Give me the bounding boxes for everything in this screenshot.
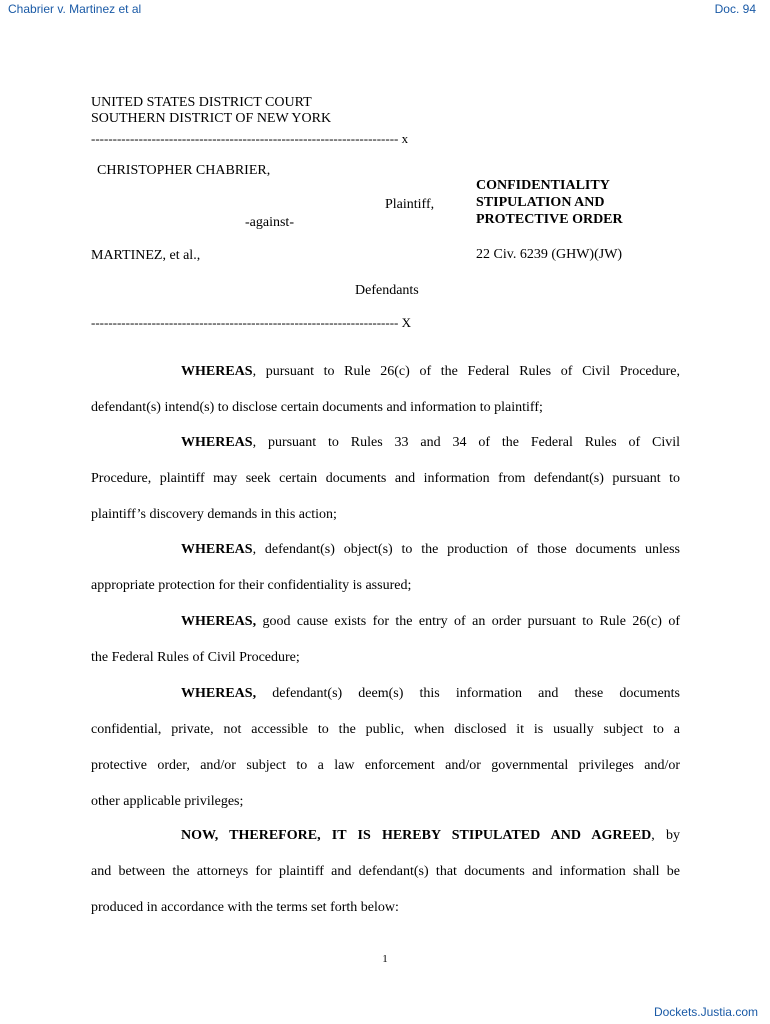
paragraph-line: produced in accordance with the terms set forth below:: [91, 900, 399, 915]
docket-number: 22 Civ. 6239 (GHW)(JW): [476, 247, 623, 262]
paragraph-line: Procedure, plaintiff may seek certain documents and information from defendant(s) pursuant to: [91, 471, 680, 486]
paragraph-line: and between the attorneys for plaintiff and defendant(s) that documents and information shall be: [91, 864, 680, 879]
plaintiff-name: CHRISTOPHER CHABRIER,: [97, 163, 271, 178]
paragraph-text: , defendant(s) object(s) to the production of those documents unless: [252, 542, 680, 557]
paragraph-text: , pursuant to Rules 33 and 34 of the Federal Rules of Civil: [252, 435, 680, 450]
court-name: [91, 95, 331, 127]
defendant-role: Defendants: [355, 283, 419, 298]
whereas-paragraph-1: [91, 354, 680, 426]
paragraph-lead: WHEREAS,: [181, 686, 257, 701]
caption-separator-bottom: ----------------------------------------------------------------------- X: [91, 315, 412, 330]
case-title-link[interactable]: Chabrier v. Martinez et al: [8, 2, 142, 16]
court-line-2: SOUTHERN DISTRICT OF NEW YORK: [91, 111, 332, 126]
paragraph-line: confidential, private, not accessible to the public, when disclosed it is usually subject to a: [91, 722, 680, 737]
paragraph-lead: WHEREAS: [181, 542, 253, 557]
document-number-link[interactable]: Doc. 94: [714, 2, 756, 16]
plaintiff-role: Plaintiff,: [385, 197, 435, 212]
page-number: 1: [382, 953, 388, 965]
paragraph-line: [91, 818, 680, 854]
paragraph-line: [91, 354, 680, 390]
paragraph-line: appropriate protection for their confidentiality is assured;: [91, 578, 412, 593]
paragraph-lead: NOW, THEREFORE, IT IS HEREBY STIPULATED AND AGREED: [181, 828, 652, 843]
title-line-3: PROTECTIVE ORDER: [476, 212, 623, 227]
caption-separator-top: ----------------------------------------------------------------------- x: [91, 131, 409, 146]
justia-source-link[interactable]: Dockets.Justia.com: [653, 1005, 758, 1019]
whereas-paragraph-5: [91, 676, 680, 820]
paragraph-line: defendant(s) intend(s) to disclose certain documents and information to plaintiff;: [91, 400, 543, 415]
title-line-1: CONFIDENTIALITY: [476, 178, 610, 193]
paragraph-line: [91, 532, 680, 568]
paragraph-line: other applicable privileges;: [91, 794, 244, 809]
paragraph-lead: WHEREAS: [181, 435, 253, 450]
title-line-2: STIPULATION AND: [476, 195, 605, 210]
whereas-paragraph-4: [91, 604, 680, 676]
document-title: [476, 177, 623, 228]
paragraph-line: [91, 425, 680, 461]
paragraph-line: the Federal Rules of Civil Procedure;: [91, 650, 300, 665]
paragraph-lead: WHEREAS: [181, 364, 253, 379]
paragraph-line: protective order, and/or subject to a law enforcement and/or governmental privileges and/or: [91, 758, 680, 773]
defendant-name: MARTINEZ, et al.,: [91, 248, 201, 263]
paragraph-line: plaintiff’s discovery demands in this action;: [91, 507, 337, 522]
court-line-1: UNITED STATES DISTRICT COURT: [91, 95, 312, 110]
stipulation-paragraph: [91, 818, 680, 926]
paragraph-text: good cause exists for the entry of an order pursuant to Rule 26(c) of: [256, 614, 680, 629]
whereas-paragraph-2: [91, 425, 680, 533]
paragraph-text: defendant(s) deem(s) this information and these documents: [256, 686, 680, 701]
paragraph-text: , by: [651, 828, 681, 843]
against-label: -against-: [245, 215, 294, 230]
paragraph-line: [91, 604, 680, 640]
whereas-paragraph-3: [91, 532, 680, 604]
paragraph-text: , pursuant to Rule 26(c) of the Federal Rules of Civil Procedure,: [252, 364, 680, 379]
paragraph-lead: WHEREAS,: [181, 614, 257, 629]
paragraph-line: [91, 676, 680, 712]
